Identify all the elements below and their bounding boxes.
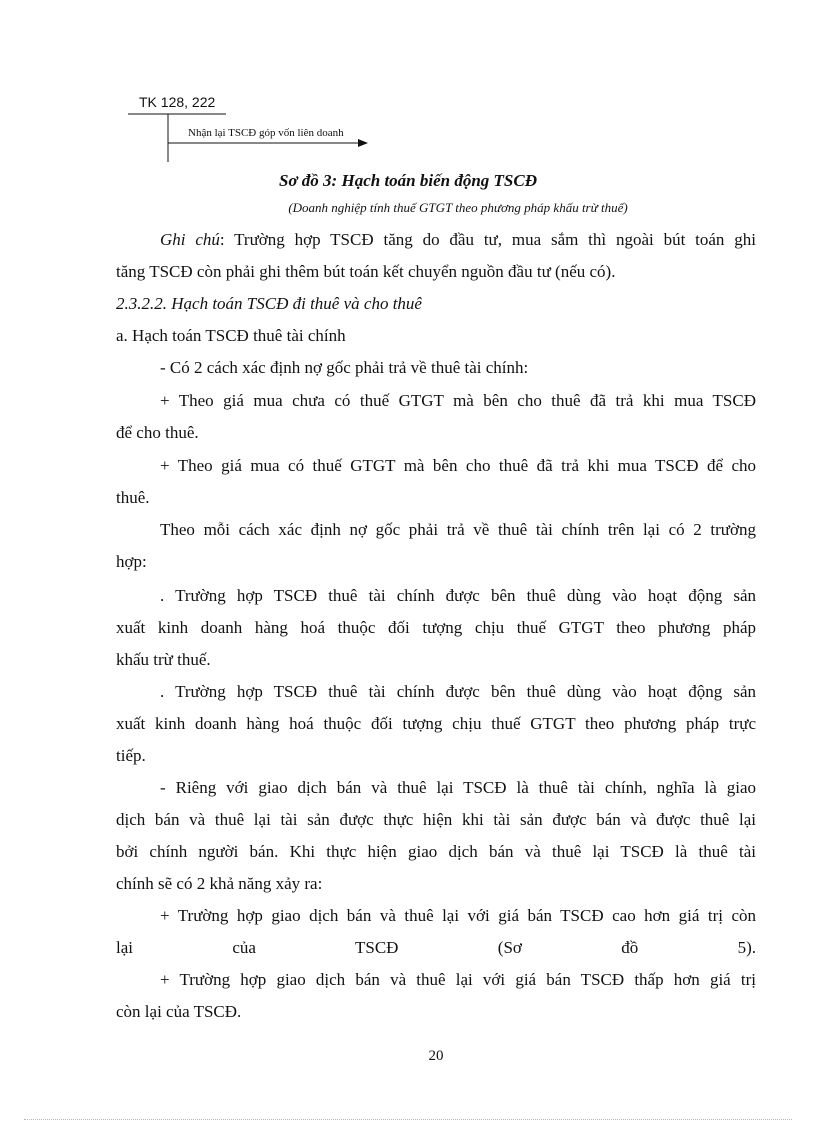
paragraph-line: chính sẽ có 2 khả năng xảy ra:	[116, 874, 323, 893]
paragraph-line: lại của TSCĐ (Sơ đồ 5).	[116, 938, 756, 957]
paragraph-line: + Theo giá mua chưa có thuế GTGT mà bên cho thuê đã trả khi mua TSCĐ	[160, 391, 756, 410]
arrow-head-icon	[358, 139, 368, 147]
note-text: : Trường hợp TSCĐ tăng do đầu tư, mua sắm thì ngoài bút toán ghi	[219, 230, 756, 249]
paragraph-line: + Trường hợp giao dịch bán và thuê lại với giá bán TSCĐ thấp hơn giá trị	[160, 970, 756, 989]
paragraph-line: dịch bán và thuê lại tài sản được thực hiện khi tài sản được bán và được thuê lại	[116, 810, 756, 829]
paragraph-line: - Riêng với giao dịch bán và thuê lại TSCĐ là thuê tài chính, nghĩa là giao	[160, 778, 756, 797]
page-bottom-border	[24, 1119, 792, 1120]
paragraph-line: còn lại của TSCĐ.	[116, 1002, 242, 1021]
paragraph-line: tiếp.	[116, 746, 146, 765]
paragraph-line: xuất kinh doanh hàng hoá thuộc đối tượng chịu thuế GTGT theo phương pháp	[116, 618, 756, 637]
paragraph-line: thuê.	[116, 488, 150, 507]
paragraph-line: để cho thuê.	[116, 423, 199, 442]
account-label: TK 128, 222	[139, 94, 216, 110]
paragraph-line: hợp:	[116, 552, 147, 571]
section-heading: 2.3.2.2. Hạch toán TSCĐ đi thuê và cho thuê	[116, 294, 422, 313]
note-line-1	[160, 230, 756, 250]
paragraph-line: xuất kinh doanh hàng hoá thuộc đối tượng chịu thuế GTGT theo phương pháp trực	[116, 714, 756, 733]
paragraph-line: - Có 2 cách xác định nợ gốc phải trả về thuê tài chính:	[160, 358, 529, 377]
figure-subtitle: (Doanh nghiệp tính thuế GTGT theo phương pháp khấu trừ thuế)	[288, 200, 628, 215]
arrow-label: Nhận lại TSCĐ góp vốn liên doanh	[188, 127, 344, 139]
paragraph-line: bởi chính người bán. Khi thực hiện giao dịch bán và thuê lại TSCĐ là thuê tài	[116, 842, 756, 861]
paragraph-line: Theo mỗi cách xác định nợ gốc phải trả về thuê tài chính trên lại có 2 trường	[160, 520, 756, 539]
paragraph-line: + Trường hợp giao dịch bán và thuê lại với giá bán TSCĐ cao hơn giá trị còn	[160, 906, 756, 925]
paragraph-line: khấu trừ thuế.	[116, 650, 211, 669]
figure-title: Sơ đồ 3: Hạch toán biến động TSCĐ	[278, 171, 538, 190]
note-label: Ghi chú	[160, 230, 220, 249]
t-account-lines	[0, 0, 816, 170]
subsection-heading: a. Hạch toán TSCĐ thuê tài chính	[116, 326, 346, 345]
note-line-2: tăng TSCĐ còn phải ghi thêm bút toán kết chuyển nguồn đầu tư (nếu có).	[116, 262, 616, 281]
paragraph-line: + Theo giá mua có thuế GTGT mà bên cho thuê đã trả khi mua TSCĐ để cho	[160, 456, 756, 475]
paragraph-line: . Trường hợp TSCĐ thuê tài chính được bên thuê dùng vào hoạt động sản	[160, 682, 756, 701]
paragraph-line: . Trường hợp TSCĐ thuê tài chính được bên thuê dùng vào hoạt động sản	[160, 586, 756, 605]
page-number: 20	[428, 1048, 444, 1064]
